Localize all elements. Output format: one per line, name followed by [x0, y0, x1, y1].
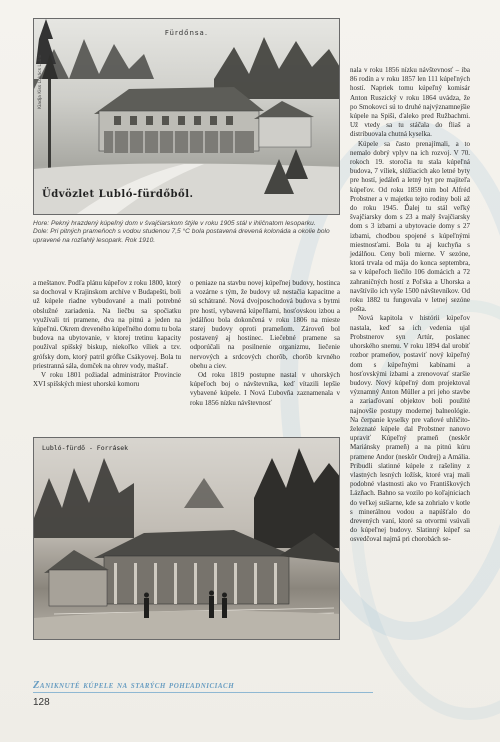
photo-caption-bottom: Dole: Pri pitných prameňoch s vodou studenou 7,5 °C bola postavená drevená kolonáda a okolie bolo upravené na rozľahlý lesopark. Rok 1910.	[33, 228, 330, 244]
paragraph: a meštanov. Podľa plánu kúpeľov z roku 1800, ktorý sa dochoval v Krajinskom archíve v Budapešti, boli už kúpele riadne vybudované a mali potrebné obslužné zariadenia. Na liečbu sa spočiatku využívali tri pramene, dva na pitnú a jeden na kúpeľnú. Okrem dreveného kúpeľného domu tu bola budova na ubytovanie, v ktorej tretinu kapacity používal spišský biskup, niekoľko víliek a tzv. grófsky dom, ktorý patril grófke Csákyovej. Bola tu priestranná sála, domček na ohrev vody, maštaľ.	[33, 279, 181, 370]
text-column-2	[190, 279, 340, 408]
page-number: 128	[33, 697, 50, 708]
footer-divider	[33, 692, 373, 693]
text-column-3	[350, 66, 470, 545]
postcard-top-caption: Lubló-fürdő - Forrásek	[42, 444, 129, 452]
paragraph: Od roku 1819 postupne nastal v uhorských kúpeľoch boj o návštevníka, keď vítazili lepšie vybavené kúpele. I Nová Ľubovňa zaznamenala v roku 1856 nízku návštevnosť	[190, 371, 340, 407]
paragraph: V roku 1801 požiadal administrátor Provincie XVI spišských miest uhorskú komoru	[33, 371, 181, 389]
paragraph: Nová kapitola v histórii kúpeľov nastala, keď sa ich vedenia ujal Probstnerov syn Artúr, poslanec uhorského snemu. V roku 1894 dal urobiť rozbor prameňov, postaviť nový kúpeľný dom s kúpeľnými kabínami a hosťovskými izbami a zrenovovať staršie budovy. Nový kúpeľný dom projektoval významný Anton Müller a pri jeho stavbe a zariaďovaní objektov boli použité najnovšie postupy modernej balneológie. Na čerpanie kyselky pre vaňové uhličito-železnaté kúpele dal Probstner nanovo upraviť Kúpeľný prameň (neskôr Mariánsky prameň) a na pitnú kúru pramene Andor (neskôr Ondrej) a Amália. Pribudli slatinné kúpele z rašeliny z vlastných lesných ložísk, ktoré vraj mali podobné vlastnosti ako vo Františkových Lázňach. Bahno sa vozilo po koľajniciach do veľkej sušiarne, kde sa zohrialo v kotle s minerálnou vodou a napúšťalo do drevených vaní, ktoré sa otvormi vsúvali do kúpeľnej budovy. Slatinný kúpeľ sa osvedčoval najmä pri chorobách se-	[350, 314, 470, 544]
photo-caption	[33, 220, 343, 245]
photo-caption-top: Hore: Pekný hrazdený kúpeľný dom v švajčiarskom štýle v roku 1905 stál v ihličnatom lesoparku.	[33, 220, 316, 227]
postcard-greeting-caption: Üdvözlet Lubló-fürdőből.	[42, 189, 194, 200]
text-column-1	[33, 279, 181, 389]
running-footer-title: Zaniknuté kúpele na starých pohľadniciach	[33, 680, 235, 691]
paragraph: nala v roku 1856 nízku návštevnosť – iba 86 rodín a v roku 1857 len 111 kúpeľných hostí. Napriek tomu kúpeľný komisár Anton Ruszický v roku 1864 uvádza, že po Smokovci sú to druhé najvýznamnejšie kúpele na Spiši, ďaleko pred Ružbachmi. Už vtedy sa tu stáčala do fliaš a distribuovala chutná kyselka.	[350, 66, 470, 139]
postcard-photo-spa-house	[33, 18, 340, 215]
postcard-photo-colonnade	[33, 437, 340, 640]
postcard-publisher-note: Kiadja Kiss Lukács Lubló	[38, 54, 43, 109]
paragraph: Kúpele sa často prenajímali, a to nemalo dobrý vplyv na ich rozvoj. V 70. rokoch 19. storočia tu stala kúpeľná budova, 7 víliek, slúžiacich ako letné byty pre hostí, jedáleň a letný byt pre majiteľa kúpeľov. Od roku 1859 nim bol Alfréd Probstner a v majetku tejto rodiny boli až do roku 1945. Ďalej tu stál veľký švajčiarsky dom s 23 a malý švajčiarsky dom s 3 izbami a ubytovacie domy s 27 izbami, chodbou spojené s kúpeľnými miestnosťami. Bola tu aj kuchyňa s jedálňou. Ceny boli mierne. V sezóne, ktorá trvala od mája do konca septembra, sa v kúpeľoch liečilo 106 domácich a 72 zahraničných hostí z Poľska a Uhorska a navštívilo ich vyše 1500 návštevníkov. Od roku 1882 tu fungovala v letnej sezóne pošta.	[350, 139, 470, 314]
colonnade-illustration	[34, 438, 340, 640]
postcard-top-caption: Fürdőnsa.	[164, 29, 209, 37]
spa-house-illustration	[34, 19, 340, 215]
paragraph: o peniaze na stavbu novej kúpeľnej budovy, hostinca a vozárne s tým, že budovy už nestačia kapacitne a sú schátrané. Nová dvojposchodová budova s bytmi pre hostí, vybavená kúpeľňami, hosťovskou izbou a jedálňou bola dokončená v roku 1806 na mieste starej budovy oproti prameňom. Zároveň bol postavený aj hostinec. Liečebné pramene sa odporúčali na posilnenie organizmu, liečenie nervových a srdcových chorôb, chorôb krvného obehu a ciev.	[190, 279, 340, 370]
